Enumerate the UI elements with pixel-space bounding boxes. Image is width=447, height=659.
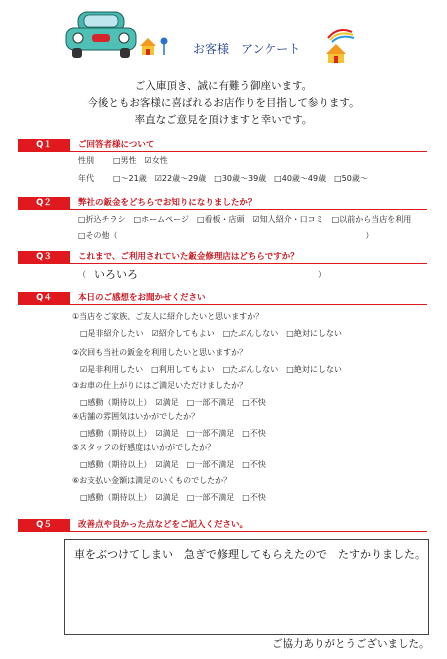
q4-item-2-question: ②次回も当社の鈑金を利用したいと思いますか？	[72, 348, 248, 357]
q3-badge: Q３	[18, 251, 70, 263]
page-title: お客様 アンケート	[193, 42, 301, 56]
q2-options-row1[interactable]: □折込チラシ □ホームページ □看板・店頭 ☑知人紹介・口コミ □以前から当店を利用	[78, 215, 412, 224]
intro-line-3: 率直なご意見を頂けますと幸いです。	[134, 114, 313, 126]
intro-line-2: 今後ともお客様に喜ばれるお店作りを目指して参ります。	[87, 97, 360, 109]
q4-title: 本日のご感想をお聞かせください	[78, 293, 206, 303]
intro-line-1: ご入庫頂き、誠に有難う御座います。	[134, 80, 313, 92]
q4-item-1-question: ①当店をご家族、ご友人に紹介したいと思いますか？	[72, 312, 264, 321]
q4-item-3-question: ③お車の仕上がりにはご満足いただけましたか？	[72, 381, 248, 390]
q5-badge: Q５	[18, 519, 70, 531]
q4-item-5-question: ⑤スタッフの好感度はいかがでしたか？	[72, 443, 216, 452]
q4-item-6-question: ⑥お支払い金額は満足のいくものでしたか？	[72, 476, 232, 485]
q4-item-4-question: ④店舗の雰囲気はいかがでしたか？	[72, 412, 200, 421]
rainbow-house-icon	[322, 24, 362, 64]
q1-divider	[18, 151, 427, 152]
q1-badge: Q１	[18, 139, 70, 151]
q5-title: 改善点や良かった点などをご記入ください。	[78, 520, 249, 530]
q4-divider	[18, 304, 427, 305]
q5-handwritten-answer[interactable]: 車をぶつけてしまい 急ぎで修理してもらえたので たすかりました。	[74, 548, 426, 561]
footer-thanks: ご協力ありがとうございました。	[272, 638, 430, 650]
q3-paren-close: ）	[318, 270, 326, 279]
q2-options-row2[interactable]: □その他（ ）	[78, 231, 374, 240]
car-illustration	[58, 6, 148, 66]
q3-paren-open: （	[78, 270, 86, 279]
q1-title: ご回答者様について	[78, 140, 155, 150]
q1-age-label: 年代	[78, 174, 94, 183]
q3-divider	[18, 263, 427, 264]
q2-badge: Q２	[18, 197, 70, 209]
q5-divider	[18, 531, 427, 532]
q1-age-options[interactable]: □～21歳 ☑22歳～29歳 □30歳～39歳 □40歳～49歳 □50歳～	[113, 174, 368, 183]
q1-gender-label: 性別	[78, 156, 94, 165]
q4-item-2-options[interactable]: ☑是非利用したい □利用してもよい □たぶんしない □絶対にしない	[80, 365, 342, 374]
q2-title: 弊社の鈑金をどちらでお知りになりましたか？	[78, 198, 257, 208]
q4-item-5-options[interactable]: □感動（期待以上） ☑満足 □一部不満足 □不快	[80, 460, 266, 469]
q4-badge: Q４	[18, 292, 70, 304]
q4-item-3-options[interactable]: □感動（期待以上） ☑満足 □一部不満足 □不快	[80, 398, 266, 407]
q4-item-4-options[interactable]: □感動（期待以上） ☑満足 □一部不満足 □不快	[80, 429, 266, 438]
q3-title: これまで、ご利用されていた鈑金修理店はどちらですか？	[78, 252, 299, 262]
q4-item-1-options[interactable]: □是非紹介したい ☑紹介してもよい □たぶんしない □絶対にしない	[80, 329, 342, 338]
q4-item-6-options[interactable]: □感動（期待以上） ☑満足 □一部不満足 □不快	[80, 493, 266, 502]
q3-handwritten-answer[interactable]: いろいろ	[94, 268, 138, 281]
q2-divider	[18, 209, 427, 210]
q1-gender-options[interactable]: □男性 ☑女性	[113, 156, 168, 165]
house-icon	[138, 36, 176, 56]
